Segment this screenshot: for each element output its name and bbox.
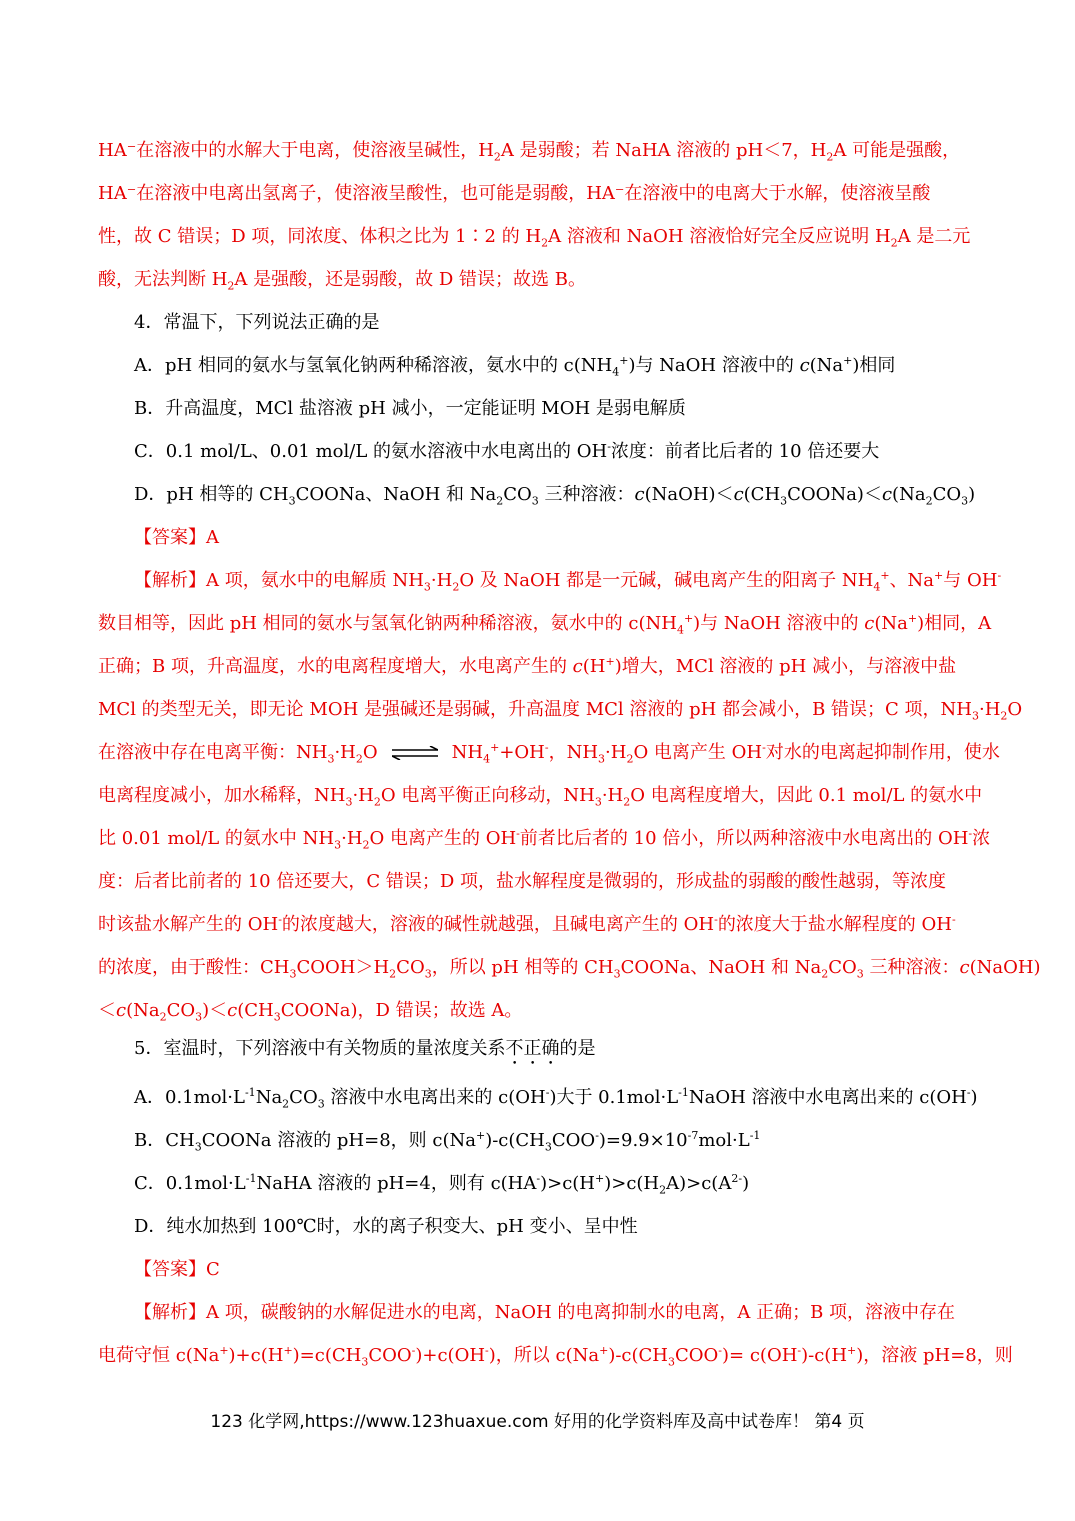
prev-explanation-line-4: 酸，无法判断 $H_2A$ 是强酸，还是弱酸，故 D 错误；故选 B。 [98,269,586,293]
q4-answer: 【答案】A [134,527,219,548]
q5-option-c: C．$0.1mol\cdot L^{-1}NaHA$ 溶液的 pH=4，则有 $c(HA^-)>c(H^+)>c(H_2A)>c(A^{2-})$ [134,1172,750,1197]
q5-option-a: A．$0.1mol\cdot L^{-1}Na_2CO_3$ 溶液中水电离出来的 c(OH-)大于 $0.1mol\cdot L^{-1}NaOH$ 溶液中水电离出来的 c(OH-) [134,1086,978,1111]
prev-explanation-line-2: HA⁻在溶液中电离出氢离子，使溶液呈酸性，也可能是弱酸，HA⁻在溶液中的电离大于水解，使溶液呈酸 [98,183,931,204]
q4-explanation-line-8: 度：后者比前者的 10 倍还要大，C 错误；D 项，盐水解程度是微弱的，形成盐的弱酸的酸性越弱，等浓度 [98,871,946,892]
q4-option-d: D．pH 相等的 $CH_3COONa$、NaOH 和 $Na_2CO_3$ 三种溶液：$c(NaOH)<c(CH_3COONa)<c(Na_2CO_3)$ [134,484,976,508]
q4-explanation-line-2: 数目相等，因此 pH 相同的氨水与氢氧化钠两种稀溶液，氨水中的 $c(NH_4^+)$与 NaOH 溶液中的 c(Na+)相同，A [98,612,992,637]
q5-option-d: D．纯水加热到 100℃时，水的离子积变大、pH 变小、呈中性 [134,1216,638,1237]
q4-explanation-line-5: 在溶液中存在电离平衡：$NH_3\cdot H_2O$ $NH_4^++OH^-$，$NH_3\cdot H_2O$ 电离产生 OH-对水的电离起抑制作用，使水 [98,741,1000,766]
q4-stem: 4．常温下，下列说法正确的是 [134,312,380,333]
q4-explanation-line-3: 正确；B 项，升高温度，水的电离程度增大，水电离产生的 c(H+)增大，MCl 溶液的 pH 减小，与溶液中盐 [98,655,957,677]
page-footer: 123 化学网,https://www.123huaxue.com 好用的化学资料库及高中试卷库！ 第4 页 [210,1412,865,1432]
q5-explanation-line-1: 【解析】A 项，碳酸钠的水解促进水的电离，NaOH 的电离抑制水的电离，A 正确；B 项，溶液中存在 [134,1302,956,1323]
q4-option-b: B．升高温度，MCl 盐溶液 pH 减小，一定能证明 MOH 是弱电解质 [134,398,686,419]
q4-option-a: A．pH 相同的氨水与氢氧化钠两种稀溶液，氨水中的 $c(NH_4^+)$与 NaOH 溶液中的 c(Na+)相同 [134,354,896,379]
q4-explanation-line-4: MCl 的类型无关，即无论 MOH 是强碱还是弱碱，升高温度 MCl 溶液的 pH 都会减小，B 错误；C 项，$NH_3\cdot H_2O$ [98,699,1023,723]
q4-explanation-line-10: 的浓度，由于酸性：$CH_3COOH>H_2CO_3$，所以 pH 相等的 $CH_3COONa$、NaOH 和 $Na_2CO_3$ 三种溶液：c(NaOH) [98,957,1041,981]
q4-explanation-line-6: 电离程度减小，加水稀释，$NH_3\cdot H_2O$ 电离平衡正向移动，$NH_3\cdot H_2O$ 电离程度增大，因此 0.1 mol/L 的氨水中 [98,785,983,809]
q4-explanation-line-7: 比 0.01 mol/L 的氨水中 $NH_3\cdot H_2O$ 电离产生的 OH-前者比后者的 10 倍小，所以两种溶液中水电离出的 OH-浓 [98,827,991,852]
prev-explanation-line-1: HA⁻在溶液中的水解大于电离，使溶液呈碱性，$H_2A$ 是弱酸；若 NaHA 溶液的 pH＜7，$H_2A$ 可能是强酸， [98,140,961,164]
equilibrium-arrow-icon [392,746,438,760]
prev-explanation-line-3: 性，故 C 错误；D 项，同浓度、体积之比为 1∶2 的 $H_2A$ 溶液和 NaOH 溶液恰好完全反应说明 $H_2A$ 是二元 [98,226,971,250]
q5-option-b: B．$CH_3COONa$ 溶液的 pH=8，则 $c(Na^+)-c(CH_3COO^-)=9.9\times 10^{-7}mol\cdot L^{-1}$ [134,1129,761,1154]
q4-explanation-line-1: 【解析】A 项，氨水中的电解质 $NH_3\cdot H_2O$ 及 NaOH 都是一元碱，碱电离产生的阳离子 $NH_4^+$、Na+与 OH- [134,569,1002,594]
emphasis-not-correct: 不正确 [505,1038,560,1059]
q4-explanation-line-11: $<c(Na_2CO_3)<c(CH_3COONa)$，D 错误；故选 A。 [98,1000,523,1024]
q4-explanation-line-9: 时该盐水解产生的 OH-的浓度越大，溶液的碱性就越强，且碱电离产生的 OH-的浓度大于盐水解程度的 OH- [98,913,956,935]
q5-stem: 5．室温时，下列溶液中有关物质的量浓度关系不正确的是 [134,1038,596,1059]
q5-explanation-line-2: 电荷守恒 $c(Na^+)+c(H^+)=c(CH_3COO^-)+c(OH^-)$，所以 $c(Na^+)-c(CH_3COO^-)= c(OH^-)-c(H^+)$，溶液 pH=8，则 [98,1344,1013,1369]
q4-option-c: C．0.1 mol/L、0.01 mol/L 的氨水溶液中水电离出的 OH-浓度：前者比后者的 10 倍还要大 [134,440,880,462]
q5-answer: 【答案】C [134,1259,220,1280]
